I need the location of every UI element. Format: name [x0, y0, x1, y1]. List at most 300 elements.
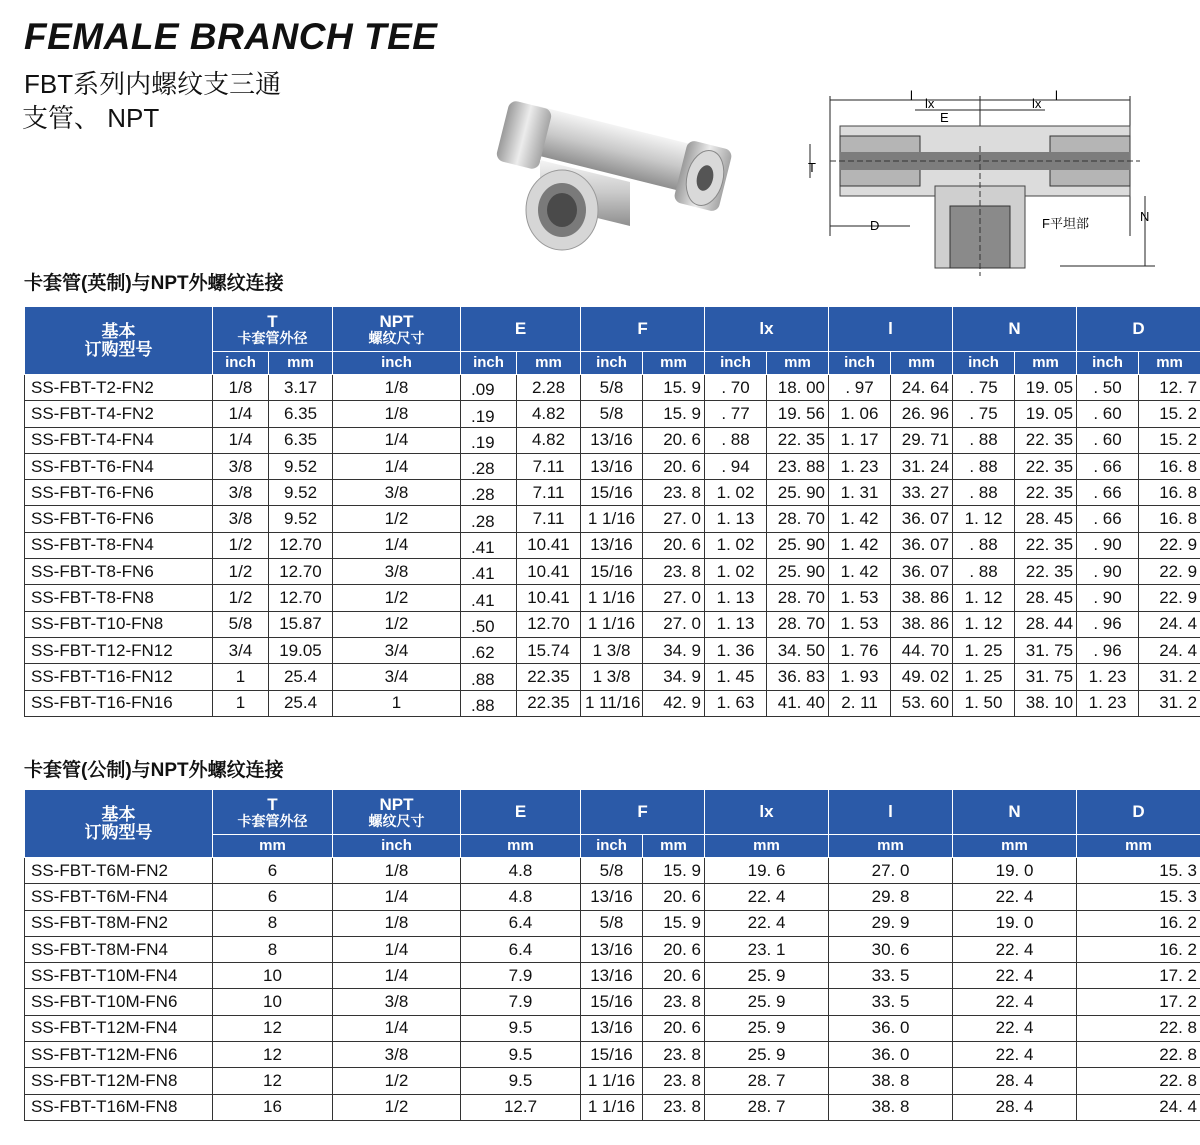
table-cell: 22.35 [517, 664, 581, 690]
table-cell: 1. 93 [829, 664, 891, 690]
table-cell: 27. 0 [829, 858, 953, 884]
table-row [25, 375, 1200, 401]
table-cell: 1/4 [333, 936, 461, 962]
table-cell: 1. 42 [829, 559, 891, 585]
table-cell: 23. 8 [643, 1042, 705, 1068]
table-cell: 1. 76 [829, 637, 891, 663]
unit-mm: mm [213, 835, 333, 858]
table-cell: 9.5 [461, 1042, 581, 1068]
table-cell: 16 [213, 1094, 333, 1120]
table-cell: 41. 40 [767, 690, 829, 716]
table-cell: 2.28 [517, 375, 581, 401]
table-row [25, 989, 1200, 1015]
table-cell: . 66 [1077, 506, 1139, 532]
table-cell: 26. 96 [891, 401, 953, 427]
table-cell: 1/4 [333, 884, 461, 910]
table-cell: . 90 [1077, 559, 1139, 585]
table-cell: 4.82 [517, 427, 581, 453]
table-cell: 31. 75 [1015, 637, 1077, 663]
table-cell: 3/8 [213, 506, 269, 532]
table-cell: 1. 50 [953, 690, 1015, 716]
series-subtitle: FBT系列内螺纹支三通 [24, 69, 282, 99]
table-cell: 38. 8 [829, 1094, 953, 1120]
table-cell: 1 1/16 [581, 611, 643, 637]
table-cell: 19.05 [269, 637, 333, 663]
table-cell: 12.70 [269, 559, 333, 585]
unit-mm: mm [705, 835, 829, 858]
table-cell: 19. 05 [1015, 375, 1077, 401]
table-cell: 5/8 [213, 611, 269, 637]
label-l-left: l [910, 88, 913, 103]
col-d: D [1077, 790, 1200, 835]
table-cell: . 66 [1077, 453, 1139, 479]
table-cell: 24. 4 [1139, 611, 1200, 637]
table-cell: 19. 05 [1015, 401, 1077, 427]
table-cell: 12 [213, 1068, 333, 1094]
table-cell: 22. 4 [953, 963, 1077, 989]
table-cell: 31. 75 [1015, 664, 1077, 690]
part-number-cell: SS-FBT-T8-FN6 [25, 559, 213, 585]
table-cell: 3/8 [333, 559, 461, 585]
table-cell: 9.52 [269, 453, 333, 479]
table-cell: 17. 2 [1077, 989, 1200, 1015]
part-number-cell: SS-FBT-T12M-FN4 [25, 1015, 213, 1041]
table-cell: .88 [461, 690, 517, 716]
table-cell: 28. 7 [705, 1068, 829, 1094]
table-cell: 28. 4 [953, 1094, 1077, 1120]
table-cell: 15/16 [581, 559, 643, 585]
table-cell: . 96 [1077, 611, 1139, 637]
part-number-cell: SS-FBT-T10-FN8 [25, 611, 213, 637]
table-cell: 28. 70 [767, 585, 829, 611]
table-cell: 22. 35 [1015, 453, 1077, 479]
label-n: N [1140, 209, 1150, 224]
col-d: D [1077, 307, 1200, 352]
table-cell: 22. 35 [1015, 559, 1077, 585]
table-cell: 22. 4 [953, 1015, 1077, 1041]
table-cell: 28. 70 [767, 506, 829, 532]
table-cell: . 70 [705, 375, 767, 401]
table-cell: 13/16 [581, 884, 643, 910]
part-number-cell: SS-FBT-T8-FN8 [25, 585, 213, 611]
table-cell: 1. 31 [829, 480, 891, 506]
table-cell: .50 [461, 611, 517, 637]
table-cell: 4.82 [517, 401, 581, 427]
product-image [480, 86, 750, 256]
table-cell: 8 [213, 910, 333, 936]
table-cell: 1. 02 [705, 480, 767, 506]
table-row [25, 480, 1200, 506]
table-cell: 6.35 [269, 427, 333, 453]
table-cell: 23. 8 [643, 480, 705, 506]
col-n: N [953, 790, 1077, 835]
table-cell: 9.52 [269, 480, 333, 506]
table-cell: 1. 36 [705, 637, 767, 663]
table-row [25, 637, 1200, 663]
table-cell: 28. 45 [1015, 585, 1077, 611]
table-cell: .41 [461, 532, 517, 558]
unit-mm: mm [461, 835, 581, 858]
table-row [25, 506, 1200, 532]
table-cell: 22. 35 [767, 427, 829, 453]
table-row [25, 884, 1200, 910]
table-row [25, 401, 1200, 427]
table-cell: 34. 9 [643, 637, 705, 663]
table-row [25, 1068, 1200, 1094]
table-cell: 1. 63 [705, 690, 767, 716]
table-row [25, 1042, 1200, 1068]
table-cell: 24. 4 [1139, 637, 1200, 663]
table-row [25, 690, 1200, 716]
col-code: 基本 订购型号 [25, 307, 213, 375]
table-cell: 1. 13 [705, 611, 767, 637]
table-cell: 1/4 [333, 427, 461, 453]
col-e: E [461, 790, 581, 835]
part-number-cell: SS-FBT-T16M-FN8 [25, 1094, 213, 1120]
table-cell: 22. 35 [1015, 532, 1077, 558]
unit-inch: inch [705, 352, 767, 375]
table-cell: 22. 35 [1015, 480, 1077, 506]
table-cell: 31. 2 [1139, 690, 1200, 716]
table-cell: . 88 [953, 453, 1015, 479]
table-cell: 1. 25 [953, 637, 1015, 663]
unit-mm: mm [517, 352, 581, 375]
table-cell: 22. 4 [705, 910, 829, 936]
table-cell: 1/2 [213, 585, 269, 611]
col-lx: lx [705, 790, 829, 835]
unit-mm: mm [643, 352, 705, 375]
part-number-cell: SS-FBT-T6-FN6 [25, 506, 213, 532]
table-cell: 17. 2 [1077, 963, 1200, 989]
table-cell: 3.17 [269, 375, 333, 401]
table-cell: 10 [213, 963, 333, 989]
table-cell: 7.11 [517, 480, 581, 506]
table-cell: 24. 4 [1077, 1094, 1200, 1120]
table-cell: . 88 [705, 427, 767, 453]
table-cell: . 75 [953, 375, 1015, 401]
table-cell: 38. 86 [891, 585, 953, 611]
table-cell: 22. 35 [1015, 427, 1077, 453]
table-cell: 5/8 [581, 401, 643, 427]
unit-mm: mm [1077, 835, 1200, 858]
table-cell: 15. 3 [1077, 884, 1200, 910]
table-cell: 1 1/16 [581, 506, 643, 532]
table-row [25, 963, 1200, 989]
table-cell: 31. 2 [1139, 664, 1200, 690]
table-cell: 1. 13 [705, 506, 767, 532]
table-cell: 23. 8 [643, 1068, 705, 1094]
table-cell: 1/8 [333, 401, 461, 427]
table-cell: 3/4 [333, 664, 461, 690]
col-code: 基本 订购型号 [25, 790, 213, 858]
unit-mm: mm [269, 352, 333, 375]
table-cell: 15. 9 [643, 910, 705, 936]
table-cell: 44. 70 [891, 637, 953, 663]
col-t: T 卡套管外径 [213, 307, 333, 352]
table-cell: . 90 [1077, 585, 1139, 611]
table-cell: 1/4 [333, 1015, 461, 1041]
part-number-cell: SS-FBT-T8-FN4 [25, 532, 213, 558]
table-cell: . 88 [953, 427, 1015, 453]
table-cell: 6.35 [269, 401, 333, 427]
table-cell: 1/2 [213, 559, 269, 585]
col-lx: lx [705, 307, 829, 352]
table-cell: 28. 70 [767, 611, 829, 637]
table-cell: 15. 9 [643, 401, 705, 427]
table-cell: 1/2 [333, 611, 461, 637]
part-number-cell: SS-FBT-T8M-FN4 [25, 936, 213, 962]
table-cell: 1. 02 [705, 559, 767, 585]
table-cell: 1. 25 [953, 664, 1015, 690]
table-cell: 27. 0 [643, 506, 705, 532]
unit-inch: inch [581, 835, 643, 858]
unit-mm: mm [643, 835, 705, 858]
table-cell: 7.11 [517, 453, 581, 479]
table-cell: 2. 11 [829, 690, 891, 716]
table-cell: 20. 6 [643, 1015, 705, 1041]
table-cell: 28. 7 [705, 1094, 829, 1120]
metric-table [24, 789, 1200, 1121]
table-cell: .62 [461, 637, 517, 663]
table-row [25, 611, 1200, 637]
table-cell: 1 [213, 664, 269, 690]
table-cell: 1/4 [333, 963, 461, 989]
table-cell: 33. 27 [891, 480, 953, 506]
table-cell: 30. 6 [829, 936, 953, 962]
table-cell: . 88 [953, 480, 1015, 506]
table-cell: 1. 06 [829, 401, 891, 427]
table-cell: .19 [461, 401, 517, 427]
part-number-cell: SS-FBT-T8M-FN2 [25, 910, 213, 936]
table-cell: 7.9 [461, 989, 581, 1015]
table-row [25, 453, 1200, 479]
table-cell: 36. 83 [767, 664, 829, 690]
table-cell: 1/2 [333, 585, 461, 611]
table-cell: 16. 8 [1139, 506, 1200, 532]
table-cell: .09 [461, 375, 517, 401]
table-cell: 22. 4 [953, 1042, 1077, 1068]
table-row [25, 858, 1200, 884]
table-cell: 12.70 [269, 532, 333, 558]
table-cell: 16. 8 [1139, 480, 1200, 506]
table-cell: . 96 [1077, 637, 1139, 663]
table-cell: 6 [213, 884, 333, 910]
table-cell: 1. 12 [953, 611, 1015, 637]
table-cell: 13/16 [581, 453, 643, 479]
unit-inch: inch [333, 835, 461, 858]
col-e: E [461, 307, 581, 352]
part-number-cell: SS-FBT-T16-FN16 [25, 690, 213, 716]
table-row [25, 585, 1200, 611]
table-cell: 22.35 [517, 690, 581, 716]
metric-section-title: 卡套管(公制)与NPT外螺纹连接 [24, 760, 284, 781]
table-cell: 1/4 [213, 427, 269, 453]
table-cell: 25. 9 [705, 1042, 829, 1068]
table-cell: 1. 23 [1077, 664, 1139, 690]
table-cell: . 60 [1077, 427, 1139, 453]
table-cell: 13/16 [581, 1015, 643, 1041]
table-cell: 1/4 [333, 453, 461, 479]
part-number-cell: SS-FBT-T12M-FN6 [25, 1042, 213, 1068]
table-cell: 31. 24 [891, 453, 953, 479]
table-cell: .88 [461, 664, 517, 690]
table-cell: 15. 9 [643, 858, 705, 884]
table-cell: 20. 6 [643, 963, 705, 989]
label-lx-left: lx [925, 96, 935, 111]
table-cell: 5/8 [581, 858, 643, 884]
table-cell: 28. 45 [1015, 506, 1077, 532]
table-cell: 1/8 [333, 910, 461, 936]
label-f-flat: F平坦部 [1042, 216, 1089, 231]
table-cell: 22. 4 [705, 884, 829, 910]
table-cell: 49. 02 [891, 664, 953, 690]
part-number-cell: SS-FBT-T2-FN2 [25, 375, 213, 401]
table-cell: 15/16 [581, 480, 643, 506]
table-cell: 1. 12 [953, 506, 1015, 532]
table-cell: 1 1/16 [581, 1094, 643, 1120]
table-cell: 34. 50 [767, 637, 829, 663]
table-cell: 28. 44 [1015, 611, 1077, 637]
unit-mm: mm [1015, 352, 1077, 375]
table-cell: 25. 9 [705, 1015, 829, 1041]
table-cell: 20. 6 [643, 427, 705, 453]
part-number-cell: SS-FBT-T6M-FN4 [25, 884, 213, 910]
table-cell: 29. 8 [829, 884, 953, 910]
table-cell: 16. 2 [1077, 936, 1200, 962]
table-cell: 6.4 [461, 910, 581, 936]
col-n: N [953, 307, 1077, 352]
table-cell: 19. 0 [953, 858, 1077, 884]
table-cell: 12.70 [269, 585, 333, 611]
col-f: F [581, 790, 705, 835]
table-cell: 1. 13 [705, 585, 767, 611]
table-row [25, 910, 1200, 936]
table-cell: 22. 8 [1077, 1015, 1200, 1041]
part-number-cell: SS-FBT-T6-FN6 [25, 480, 213, 506]
table-cell: 33. 5 [829, 989, 953, 1015]
part-number-cell: SS-FBT-T10M-FN4 [25, 963, 213, 989]
table-cell: 20. 6 [643, 453, 705, 479]
table-cell: 1/4 [333, 532, 461, 558]
table-cell: 19. 56 [767, 401, 829, 427]
table-cell: 20. 6 [643, 532, 705, 558]
table-cell: 1 1/16 [581, 1068, 643, 1094]
table-cell: 13/16 [581, 427, 643, 453]
table-cell: 15. 9 [643, 375, 705, 401]
imperial-section-title: 卡套管(英制)与NPT外螺纹连接 [24, 273, 284, 294]
branch-subtitle: 支管、 NPT [22, 103, 160, 133]
table-cell: 15/16 [581, 989, 643, 1015]
table-cell: 1/8 [333, 375, 461, 401]
unit-inch: inch [1077, 352, 1139, 375]
table-cell: 1. 45 [705, 664, 767, 690]
table-cell: 25. 90 [767, 480, 829, 506]
table-cell: 12 [213, 1042, 333, 1068]
table-cell: 6.4 [461, 936, 581, 962]
table-cell: 23. 8 [643, 1094, 705, 1120]
table-cell: . 94 [705, 453, 767, 479]
table-cell: 1. 42 [829, 506, 891, 532]
table-cell: 9.52 [269, 506, 333, 532]
table-cell: 34. 9 [643, 664, 705, 690]
table-row [25, 936, 1200, 962]
table-cell: 23. 8 [643, 989, 705, 1015]
table-cell: 1 11/16 [581, 690, 643, 716]
table-cell: . 50 [1077, 375, 1139, 401]
table-row [25, 559, 1200, 585]
dimension-diagram [800, 86, 1170, 276]
table-cell: 29. 9 [829, 910, 953, 936]
table-cell: 3/8 [333, 1042, 461, 1068]
table-cell: 1. 53 [829, 585, 891, 611]
table-cell: 38. 86 [891, 611, 953, 637]
page-title: FEMALE BRANCH TEE [24, 16, 438, 57]
table-cell: 1 1/16 [581, 585, 643, 611]
table-cell: 10.41 [517, 559, 581, 585]
table-cell: 38. 10 [1015, 690, 1077, 716]
table-row [25, 532, 1200, 558]
table-cell: 1. 02 [705, 532, 767, 558]
table-cell: 23. 88 [767, 453, 829, 479]
col-f: F [581, 307, 705, 352]
table-cell: 1. 42 [829, 532, 891, 558]
table-cell: 25. 90 [767, 532, 829, 558]
table-cell: 20. 6 [643, 884, 705, 910]
table-cell: 22. 8 [1077, 1068, 1200, 1094]
table-cell: 1. 53 [829, 611, 891, 637]
table-cell: . 75 [953, 401, 1015, 427]
table-cell: 23. 1 [705, 936, 829, 962]
table-cell: 3/8 [213, 480, 269, 506]
unit-mm: mm [891, 352, 953, 375]
label-d: D [870, 218, 880, 233]
table-cell: 12.70 [517, 611, 581, 637]
part-number-cell: SS-FBT-T10M-FN6 [25, 989, 213, 1015]
table-cell: 28. 4 [953, 1068, 1077, 1094]
table-cell: 10.41 [517, 532, 581, 558]
unit-inch: inch [213, 352, 269, 375]
table-cell: 9.5 [461, 1015, 581, 1041]
col-npt: NPT 螺纹尺寸 [333, 307, 461, 352]
table-cell: 3/4 [333, 637, 461, 663]
table-cell: 36. 07 [891, 506, 953, 532]
table-cell: 53. 60 [891, 690, 953, 716]
table-cell: 33. 5 [829, 963, 953, 989]
table-cell: 22. 9 [1139, 559, 1200, 585]
table-cell: . 77 [705, 401, 767, 427]
table-row [25, 427, 1200, 453]
table-row [25, 1094, 1200, 1120]
table-cell: .41 [461, 585, 517, 611]
table-cell: 38. 8 [829, 1068, 953, 1094]
table-cell: 10.41 [517, 585, 581, 611]
part-number-cell: SS-FBT-T4-FN4 [25, 427, 213, 453]
table-cell: 9.5 [461, 1068, 581, 1094]
table-cell: .19 [461, 427, 517, 453]
table-cell: 4.8 [461, 858, 581, 884]
part-number-cell: SS-FBT-T16-FN12 [25, 664, 213, 690]
table-cell: 15.87 [269, 611, 333, 637]
table-cell: 18. 00 [767, 375, 829, 401]
table-cell: 25.4 [269, 690, 333, 716]
table-cell: 7.9 [461, 963, 581, 989]
table-cell: 22. 8 [1077, 1042, 1200, 1068]
table-cell: .41 [461, 559, 517, 585]
table-cell: 5/8 [581, 910, 643, 936]
table-cell: 13/16 [581, 963, 643, 989]
table-cell: 27. 0 [643, 585, 705, 611]
table-cell: 7.11 [517, 506, 581, 532]
